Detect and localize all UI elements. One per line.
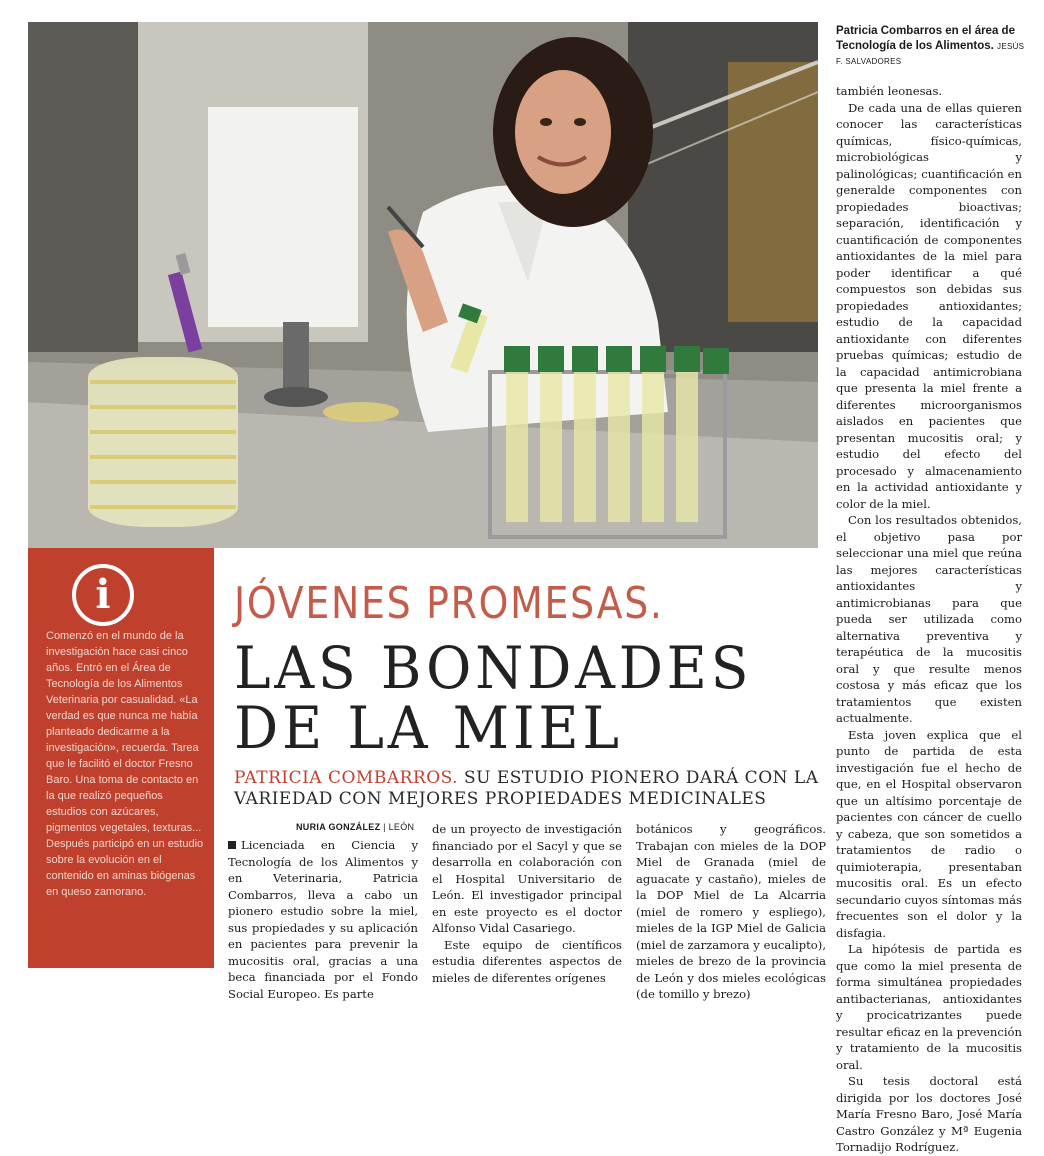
paragraph: Su tesis doctoral está dirigida por los doctores José María Fresno Baro, José María Castro González y Mª Eugenia Tornadijo Rodríguez. <box>836 1074 1022 1154</box>
headline-line-2: DE LA MIEL <box>234 694 623 762</box>
byline-author: NURIA GONZÁLEZ <box>296 822 381 832</box>
paragraph <box>228 837 418 1002</box>
paragraph: de un proyecto de investigación financiado por el Sacyl y que se desarrolla en colaboración con el Hospital Universitario de León. El investigador principal en este proyecto es el doctor Alfonso Vidal Casariego. <box>432 822 622 935</box>
byline-separator: | <box>380 822 389 832</box>
paragraph: De cada una de ellas quieren conocer las características químicas, físico-químicas, microbiológicas y palinológicas; cuantificación en generalde componentes con propiedades bioactivas; separación, identificación y cuantificación de componentes antioxidantes de la miel para poder identificar a qué compuestos son debidas sus propiedades antioxidantes; estudio de la capacidad antioxidante con diferentes pruebas químicas; estudio de la capacidad antimicrobiana que presenta la miel frente a diferentes microorganismos aislados en pacientes que presentan mucositis oral; y estudio del efecto del procesado y almacenamiento en la actividad antioxidante y color de la miel. <box>836 100 1022 511</box>
paragraph: también leonesas. <box>836 84 943 98</box>
subheadline-name: PATRICIA COMBARROS. <box>234 768 459 788</box>
body-column-1 <box>228 837 418 1002</box>
subheadline <box>234 768 834 810</box>
headline <box>234 634 804 762</box>
info-sidebar-text: Comenzó en el mundo de la investigación hace casi cinco años. Entró en el Área de Tecnología de los Alimentos Veterinaria por casualidad. «La verdad es que nunca me había planteado dedicarme a la investigación», recuerda. Tarea que le facilitó el doctor Fresno Baro. Una toma de contacto en la que realizó pequeños estudios con azúcares, pigmentos vegetales, texturas... Después participó en un estudio sobre la evolución en el contenido en aminas biógenas en queso zamorano. <box>46 630 204 898</box>
body-column-2 <box>432 821 622 986</box>
paragraph-text: Licenciada en Ciencia y Tecnología de los Alimentos y en Veterinaria, Patricia Combarros, lleva a cabo un pionero estudio sobre la miel, sus propiedades y su aplicación en pacientes para prevenir la mucositis oral, gracias a una beca financiada por el Fondo Social Europeo. Es parte <box>228 838 418 1001</box>
body-column-3 <box>636 821 826 1003</box>
paragraph: Esta joven explica que el punto de partida de esta investigación fue el hecho de que, en el Hospital observaron que un altísimo porcentaje de pacientes con cáncer de cuello y cabeza, que son sometidos a tratamientos de radio o quimioterapia, presentaban mucositis oral. Es un efecto secundario cuyos síntomas más frecuentes son el dolor y la disfagia. <box>836 727 1022 940</box>
article-photo <box>28 22 818 548</box>
body-column-4 <box>836 83 1022 1156</box>
photo-credit: JESÚS F. SALVADORES <box>836 42 1025 66</box>
paragraph: La hipótesis de partida es que como la miel presenta de forma simultánea propiedades antibacterianas, antioxidantes y procicatrizantes puede resultar eficaz en la prevención y tratamiento de la mucositis oral. <box>836 942 1022 1072</box>
subheadline-text: SU ESTUDIO PIONERO DARÁ CON LA VARIEDAD CON MEJORES PROPIEDADES MEDICINALES <box>234 768 819 809</box>
byline-place: LEÓN <box>388 822 415 832</box>
caption-text: Patricia Combarros en el área de Tecnología de los Alimentos. <box>836 25 1015 52</box>
section-kicker: JÓVENES PROMESAS. <box>234 578 664 629</box>
paragraph: Este equipo de científicos estudia diferentes aspectos de mieles de diferentes orígenes <box>432 937 622 985</box>
lab-photo-illustration <box>28 22 818 548</box>
headline-line-1: LAS BONDADES <box>234 634 753 702</box>
info-sidebar <box>28 548 214 968</box>
paragraph: botánicos y geográficos. Trabajan con mieles de la DOP Miel de Granada (miel de aguacate y castaño), mieles de la DOP Miel de La Alcarria (miel de romero y espliego), mieles de la IGP Miel de Galicia (miel de zarzamora y eucalipto), mieles de brezo de la provincia de León y dos mieles ecológicas (de tomillo y brezo) <box>636 822 826 1001</box>
byline <box>296 822 422 832</box>
info-icon: i <box>72 564 134 626</box>
photo-caption <box>836 24 1026 69</box>
paragraph: Con los resultados obtenidos, el objetivo pasa por seleccionar una miel que reúna las mejores características antioxidantes y antimicrobianas para que pueda ser utilizada como alternativa preventiva y terapéutica de la mucositis oral y que resulte menos costosa y más eficaz que los tratamientos que existen actualmente. <box>836 513 1022 725</box>
paragraph-bullet <box>228 841 236 849</box>
